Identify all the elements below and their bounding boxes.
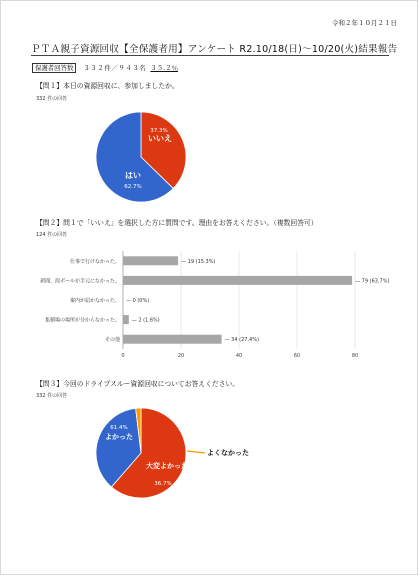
q3-pie-value-0: 61.4% bbox=[110, 425, 128, 431]
question-1-text: 【問１】本日の資源回収に、参加しましたか。 bbox=[36, 82, 179, 90]
q2-xtick-3: 60 bbox=[293, 353, 301, 359]
q2-value-label-0: — 19 (15.3%) bbox=[181, 258, 216, 265]
respondent-label: 保護者回答数 bbox=[32, 63, 76, 73]
q2-category-label-2: 案内が届かなかった。 bbox=[69, 298, 120, 304]
report-title: ＰＴＡ親子資源回収【全保護者用】アンケート R2.10/18(日)～10/20(火)結果報告 bbox=[31, 44, 398, 55]
q3-pie-label-1: 大変よかった bbox=[146, 462, 188, 470]
q2-value-label-3: — 2 (1.6%) bbox=[131, 317, 160, 324]
q1-pie-label-1: はい bbox=[125, 171, 141, 180]
q2-value-label-4: — 34 (27.4%) bbox=[224, 337, 259, 344]
question-3-text: 【問３】今回のドライブスルー資源回収についてお答えください。 bbox=[36, 380, 240, 388]
q2-category-label-1: 新聞、段ボールが手元になかった。 bbox=[40, 278, 120, 285]
question-1-count: 332 件の回答 bbox=[36, 96, 68, 102]
respondent-summary bbox=[32, 63, 178, 72]
q2-bar-3 bbox=[123, 315, 129, 324]
q1-pie-value-0: 37.3% bbox=[150, 128, 168, 134]
q2-bar-0 bbox=[123, 256, 178, 265]
q2-xtick-4: 80 bbox=[351, 353, 359, 359]
q1-pie-label-0: いいえ bbox=[148, 134, 172, 143]
q3-pie-label-2: よくなかった bbox=[207, 449, 249, 457]
q1-pie-chart bbox=[81, 101, 221, 211]
question-2-count: 124 件の回答 bbox=[36, 232, 68, 238]
q3-pie-chart bbox=[81, 397, 281, 507]
q2-category-label-4: その他 bbox=[104, 337, 120, 344]
report-date: 令和２年１０月２１日 bbox=[332, 19, 397, 27]
q2-bar-1 bbox=[123, 276, 352, 285]
question-2-text: 【問２】問１で「いいえ」を選択した方に質問です。理由をお答えください。（複数回答可） bbox=[36, 219, 318, 227]
q2-xtick-0: 0 bbox=[121, 353, 125, 359]
q2-bar-4 bbox=[123, 335, 222, 344]
q3-pie-leader-line bbox=[187, 451, 205, 453]
q3-pie-value-1: 36.7% bbox=[154, 481, 172, 487]
q2-xtick-1: 20 bbox=[177, 353, 185, 359]
question-3-count: 332 件の回答 bbox=[36, 393, 68, 399]
q2-xtick-2: 40 bbox=[235, 353, 243, 359]
q2-value-label-2: — 0 (0%) bbox=[126, 298, 150, 304]
q2-bar-chart bbox=[1, 237, 420, 367]
q2-value-label-1: — 79 (63.7%) bbox=[355, 278, 390, 285]
respondent-percentage: ３５.２％ bbox=[150, 64, 178, 72]
title-underline bbox=[31, 55, 389, 56]
q3-pie-label-0: よかった bbox=[105, 433, 133, 441]
q1-pie-value-1: 62.7% bbox=[124, 184, 142, 190]
q2-category-label-3: 集積場の場所が分からなかった。 bbox=[44, 317, 120, 324]
respondent-count: ３３２件／９４３名 bbox=[83, 64, 147, 72]
q2-category-label-0: 仕事で行けなかった。 bbox=[69, 258, 120, 265]
